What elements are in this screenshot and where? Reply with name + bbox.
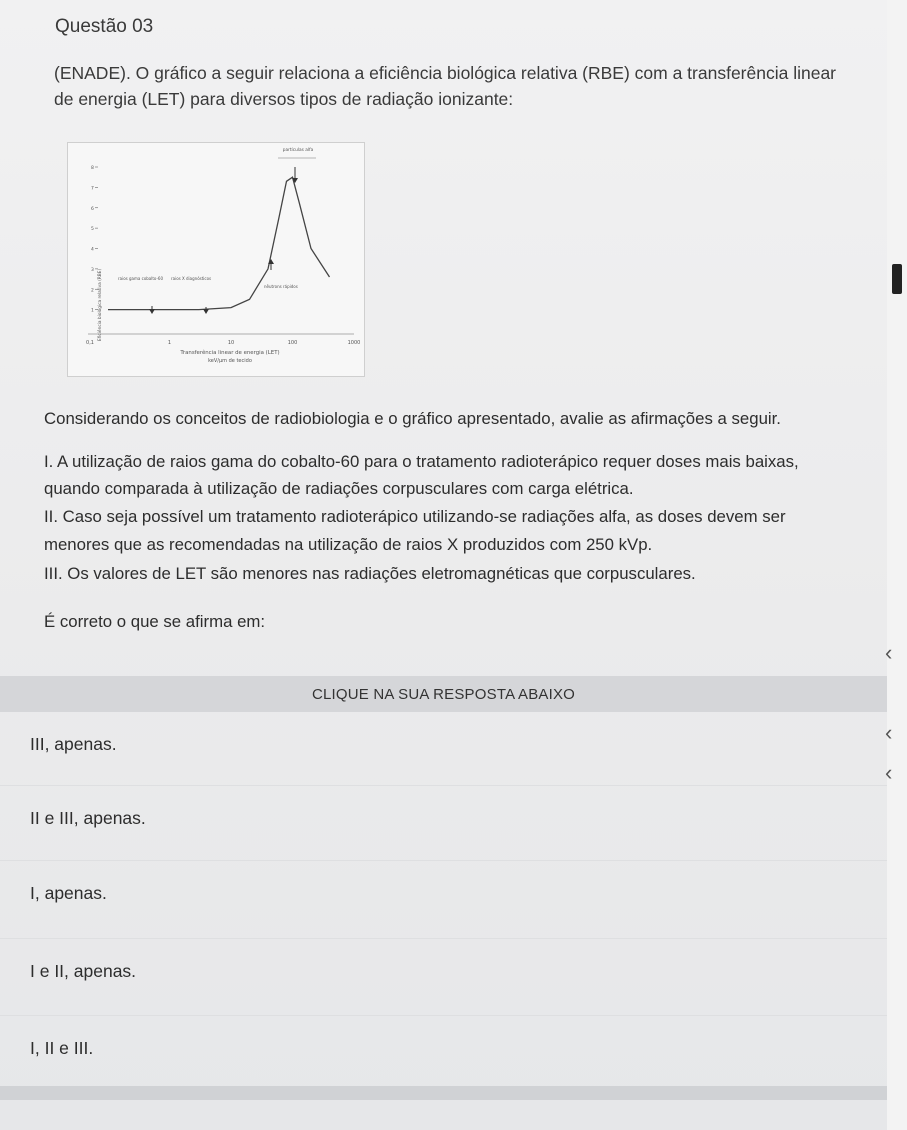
intro-line-1: (ENADE). O gráfico a seguir relaciona a eficiência biológica relativa (RBE) com a transferência linear — [54, 63, 837, 83]
answer-option-a[interactable] — [0, 712, 887, 784]
bottom-bar — [0, 1086, 907, 1100]
statement-2-line-2: menores que as recomendadas na utilização de raios X produzidos com 250 kVp. — [44, 535, 653, 554]
y-tick-label: 2 — [91, 288, 94, 294]
statement-3: III. Os valores de LET são menores nas radiações eletromagnéticas que corpusculares. — [44, 564, 696, 583]
annotation-neutrons — [264, 259, 298, 289]
rbe-let-chart — [67, 142, 365, 377]
question-title: Questão 03 — [55, 16, 154, 37]
answer-option-label: III, apenas. — [30, 734, 117, 754]
answer-option-e[interactable] — [0, 1016, 887, 1088]
answer-option-label: I e II, apenas. — [30, 961, 137, 981]
scrollbar[interactable] — [887, 0, 907, 1130]
chart-svg — [68, 143, 364, 376]
statement-1-line-2: quando comparada à utilização de radiações corpusculares com carga elétrica. — [44, 479, 634, 498]
answer-option-label: I, apenas. — [30, 883, 107, 903]
y-tick-label: 1 — [91, 308, 94, 314]
scrollbar-thumb[interactable] — [892, 264, 902, 294]
x-axis-ticks — [86, 334, 360, 346]
x-axis-label: Transferência linear de energia (LET) — [180, 350, 280, 356]
chevron-left-icon: ‹ — [885, 720, 893, 745]
annotation-alpha-label: partículas alfa — [282, 148, 314, 153]
annotation-cobalt-label: raios gama cobalto-60 — [118, 276, 163, 281]
y-tick-label: 7 — [91, 186, 94, 192]
annotation-cobalt — [118, 276, 163, 314]
y-axis-ticks — [91, 165, 98, 314]
answer-option-b[interactable] — [0, 786, 887, 858]
x-tick-label: 100 — [287, 340, 298, 346]
series-line-rbe — [108, 177, 330, 309]
y-axis-label: Eficiência biológica relativa (RBE) — [98, 268, 103, 341]
question-prompt: É correto o que se afirma em: — [44, 612, 266, 631]
x-tick-label: 0,1 — [86, 340, 94, 346]
annotation-xray — [171, 276, 211, 314]
answer-option-label: I, II e III. — [30, 1038, 94, 1058]
statement-1-line-1: I. A utilização de raios gama do cobalto-60 para o tratamento radioterápico requer doses mais baixas, — [44, 452, 799, 471]
annotation-alpha — [278, 146, 316, 183]
answer-option-d[interactable] — [0, 939, 887, 1011]
y-tick-label: 5 — [91, 227, 94, 233]
x-axis-unit: keV/µm de tecido — [208, 358, 252, 364]
question-intro — [54, 60, 889, 112]
consider-text: Considerando os conceitos de radiobiologia e o gráfico apresentado, avalie as afirmações a seguir. — [44, 409, 781, 428]
chevron-left-icon: ‹ — [885, 760, 893, 785]
x-tick-label: 1 — [167, 340, 172, 346]
answer-option-c[interactable] — [0, 861, 887, 933]
annotation-neutrons-label: nêutrons rápidos — [264, 284, 298, 289]
y-tick-label: 8 — [91, 166, 94, 171]
annotation-xray-label: raios X diagnósticos — [171, 276, 212, 281]
answer-header: CLIQUE NA SUA RESPOSTA ABAIXO — [0, 676, 887, 712]
y-tick-label: 6 — [91, 206, 94, 212]
intro-line-2: de energia (LET) para diversos tipos de radiação ionizante: — [54, 89, 514, 109]
y-tick-label: 4 — [91, 247, 94, 253]
answer-option-label: II e III, apenas. — [30, 808, 146, 828]
x-tick-label: 10 — [227, 340, 235, 346]
y-tick-label: 3 — [91, 267, 94, 273]
statement-2-line-1: II. Caso seja possível um tratamento radioterápico utilizando-se radiações alfa, as doses devem ser — [44, 507, 786, 526]
x-tick-label: 1000 — [347, 340, 361, 346]
chevron-left-icon: ‹ — [885, 640, 893, 665]
